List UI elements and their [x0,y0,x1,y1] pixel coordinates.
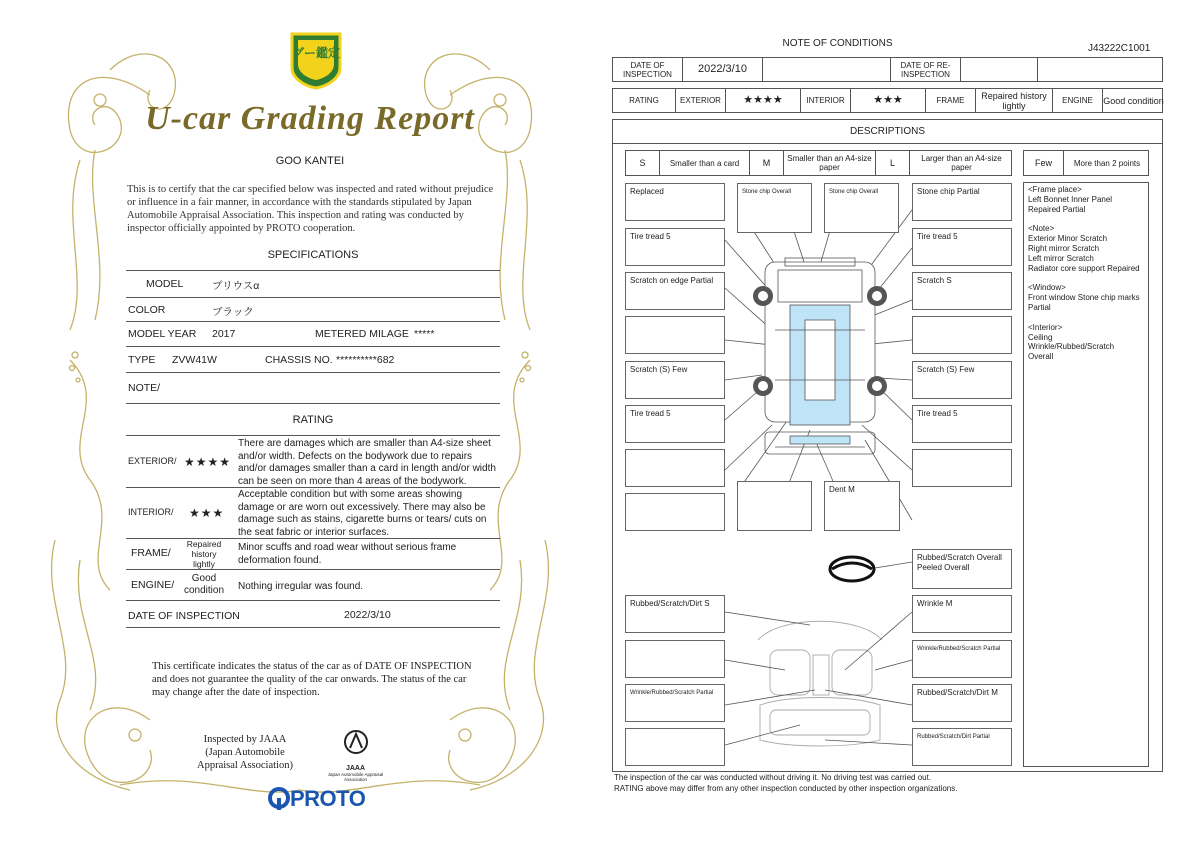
exterior-stars: ★★★★ [726,89,801,112]
note-line: Right mirror Scratch [1028,243,1100,253]
type-value: ZVW41W [172,354,217,366]
metered-milage-label: METERED MILAGE [315,328,409,340]
model-value: プリウスα [212,280,260,292]
legend-s-desc: Smaller than a card [660,151,750,175]
frame-place-heading: <Frame place> [1028,185,1082,194]
damage-panel: Rubbed/Scratch/Dirt S [625,595,725,633]
damage-panel [625,449,725,487]
damage-panel: Tire tread 5 [625,405,725,443]
certificate-disclaimer: This certificate indicates the status of the car as of DATE OF INSPECTION and does not guarantee the quality of the car onwards. The status of the car may change after the date of inspection. [152,661,472,698]
model-label: MODEL [146,278,184,290]
damage-panel: Wrinkle/Rubbed/Scratch Partial [625,684,725,722]
inspection-date-label: DATE OF INSPECTION [128,610,240,622]
document-id: J43222C1001 [1088,43,1151,54]
damage-panel: Stone chip Overall [737,183,812,233]
legend-l: L [876,151,910,175]
interior-label: INTERIOR [801,89,851,112]
legend-m-desc: Smaller than an A4-size paper [784,151,876,175]
damage-panel: Tire tread 5 [625,228,725,266]
report-subtitle: GOO KANTEI [275,155,345,167]
frame-description: Minor scuffs and road wear without serious frame deformation found. [238,542,457,566]
proto-mark-icon [268,787,290,811]
descriptions-heading: DESCRIPTIONS [612,119,1163,144]
legend-s: S [626,151,660,175]
exterior-stars: ★★★★ [184,455,232,469]
steering-wheel-icon [830,557,874,581]
color-label: COLOR [128,304,166,316]
exterior-label: EXTERIOR [676,89,726,112]
interior-description: Acceptable condition but with some areas showing damage or are worn out excessively. There may also be damage such as stains, cigarette burns or tears/ cuts on the seat fabric or interior surfaces. [238,489,487,538]
damage-panel: Replaced [625,183,725,221]
window-heading: <Window> [1028,283,1066,293]
damage-panel: Wrinkle/Rubbed/Scratch Partial [912,640,1012,678]
chassis-value: **********682 [336,354,395,366]
damage-panel: Scratch on edge Partial [625,272,725,310]
rating-label: RATING [613,89,676,112]
note-of-conditions-sheet [600,0,1200,848]
note-line: Partial [1028,302,1051,312]
proto-logo-text: PROTO [290,786,366,811]
proto-logo [268,786,365,812]
disclaimer-line-2: RATING above may differ from any other inspection conducted by other inspection organizations. [614,784,958,793]
jaaa-emblem-icon [341,728,371,760]
damage-panel: Scratch S [912,272,1012,310]
metered-milage-value: ***** [414,328,435,340]
model-year-value: 2017 [212,328,236,340]
damage-panel: Rubbed/Scratch/Dirt Partial [912,728,1012,766]
damage-panel: Stone chip Partial [912,183,1012,221]
damage-panel: Rubbed/Scratch Overall Peeled Overall [912,549,1012,589]
frame-label: FRAME [926,89,976,112]
disclaimer-line-1: The inspection of the car was conducted without driving it. No driving test was carried out. [614,773,932,782]
date-of-inspection-value: 2022/3/10 [683,58,763,81]
frame-value: Repaired history lightly [976,89,1053,112]
frame-label: FRAME/ [131,547,171,559]
damage-panel [625,493,725,531]
damage-panel: Tire tread 5 [912,228,1012,266]
sheet-title: NOTE OF CONDITIONS [782,38,893,49]
type-label: TYPE [128,354,156,366]
jaaa-logo-text: JAAA [345,765,366,772]
engine-description: Nothing irregular was found. [238,581,364,592]
damage-panel [912,316,1012,354]
damage-panel [737,481,812,531]
inspected-by: Inspected by JAAA (Japan Automobile Appraisal Association) [197,734,293,771]
rating-heading: RATING [292,414,334,426]
jaaa-caption: Japan Automobile Appraisal Association [327,772,384,782]
note-line: Exterior Minor Scratch [1028,234,1108,244]
note-line: Overall [1028,352,1054,362]
interior-label: INTERIOR/ [128,507,174,517]
damage-panel: Tire tread 5 [912,405,1012,443]
damage-panel: Scratch (S) Few [625,361,725,399]
color-value: ブラック [212,306,254,318]
damage-panel [625,316,725,354]
model-year-label: MODEL YEAR [128,328,197,340]
jaaa-logo [318,728,393,782]
engine-value: Good condition [183,573,225,596]
legend-l-desc: Larger than an A4-size paper [921,154,1002,172]
legend-few: Few [1024,151,1064,175]
report-title: U-car Grading Report [145,100,475,137]
legend-m: M [750,151,784,175]
damage-panel: Wrinkle M [912,595,1012,633]
note-line: Left Bonnet Inner Panel [1028,194,1113,204]
note-line: Radiator core support Repaired [1028,263,1140,273]
chassis-label: CHASSIS NO. [265,354,333,366]
date-of-reinspection-label: DATE OF RE-INSPECTION [891,58,961,81]
note-heading: <Note> [1028,224,1055,234]
notes-panel [1023,182,1149,767]
note-line: Wrinkle/Rubbed/Scratch [1028,342,1115,352]
legend-few-desc: More than 2 points [1073,158,1141,168]
damage-panel [625,640,725,678]
note-line: Left mirror Scratch [1028,253,1094,263]
damage-panel: Scratch (S) Few [912,361,1012,399]
note-label: NOTE/ [128,382,161,394]
goo-kantei-badge [288,30,344,90]
note-line: Front window Stone chip marks [1028,293,1140,303]
interior-heading: <Interior> [1028,322,1063,332]
exterior-label: EXTERIOR/ [128,456,177,466]
interior-diagram [758,621,882,746]
interior-stars: ★★★ [851,89,926,112]
note-line: Ceiling [1028,332,1053,342]
damage-panel: Rubbed/Scratch/Dirt M [912,684,1012,722]
inspection-date-value: 2022/3/10 [344,609,391,621]
date-of-inspection-label: DATE OF INSPECTION [613,58,683,81]
engine-label: ENGINE [1053,89,1103,112]
badge-text: グー鑑定 [291,46,340,60]
exterior-description: There are damages which are smaller than A4-size sheet and/or width. Defects on the bodywork due to repairs and/or damages smaller than a card in length and/or width can be seen on more than 4 areas of the bodywork. [238,438,496,487]
note-line: Repaired Partial [1028,204,1086,214]
interior-stars: ★★★ [189,506,225,520]
damage-panel: Stone chip Overall [824,183,899,233]
certification-statement: This is to certify that the car specified below was inspected and rated without prejudice or influence in a fair manner, in accordance with the standards stipulated by Japan Automobile Appraisal Association. This inspection and rating was conducted by inspector officially appointed by PROTO cooperation. [127,184,494,234]
damage-panel: Dent M [824,481,900,531]
engine-label: ENGINE/ [131,579,175,591]
frame-value: Repaired history lightly [186,539,222,569]
engine-value: Good condition [1103,95,1164,106]
damage-panel [912,449,1012,487]
specifications-heading: SPECIFICATIONS [267,249,359,261]
damage-panel [625,728,725,766]
